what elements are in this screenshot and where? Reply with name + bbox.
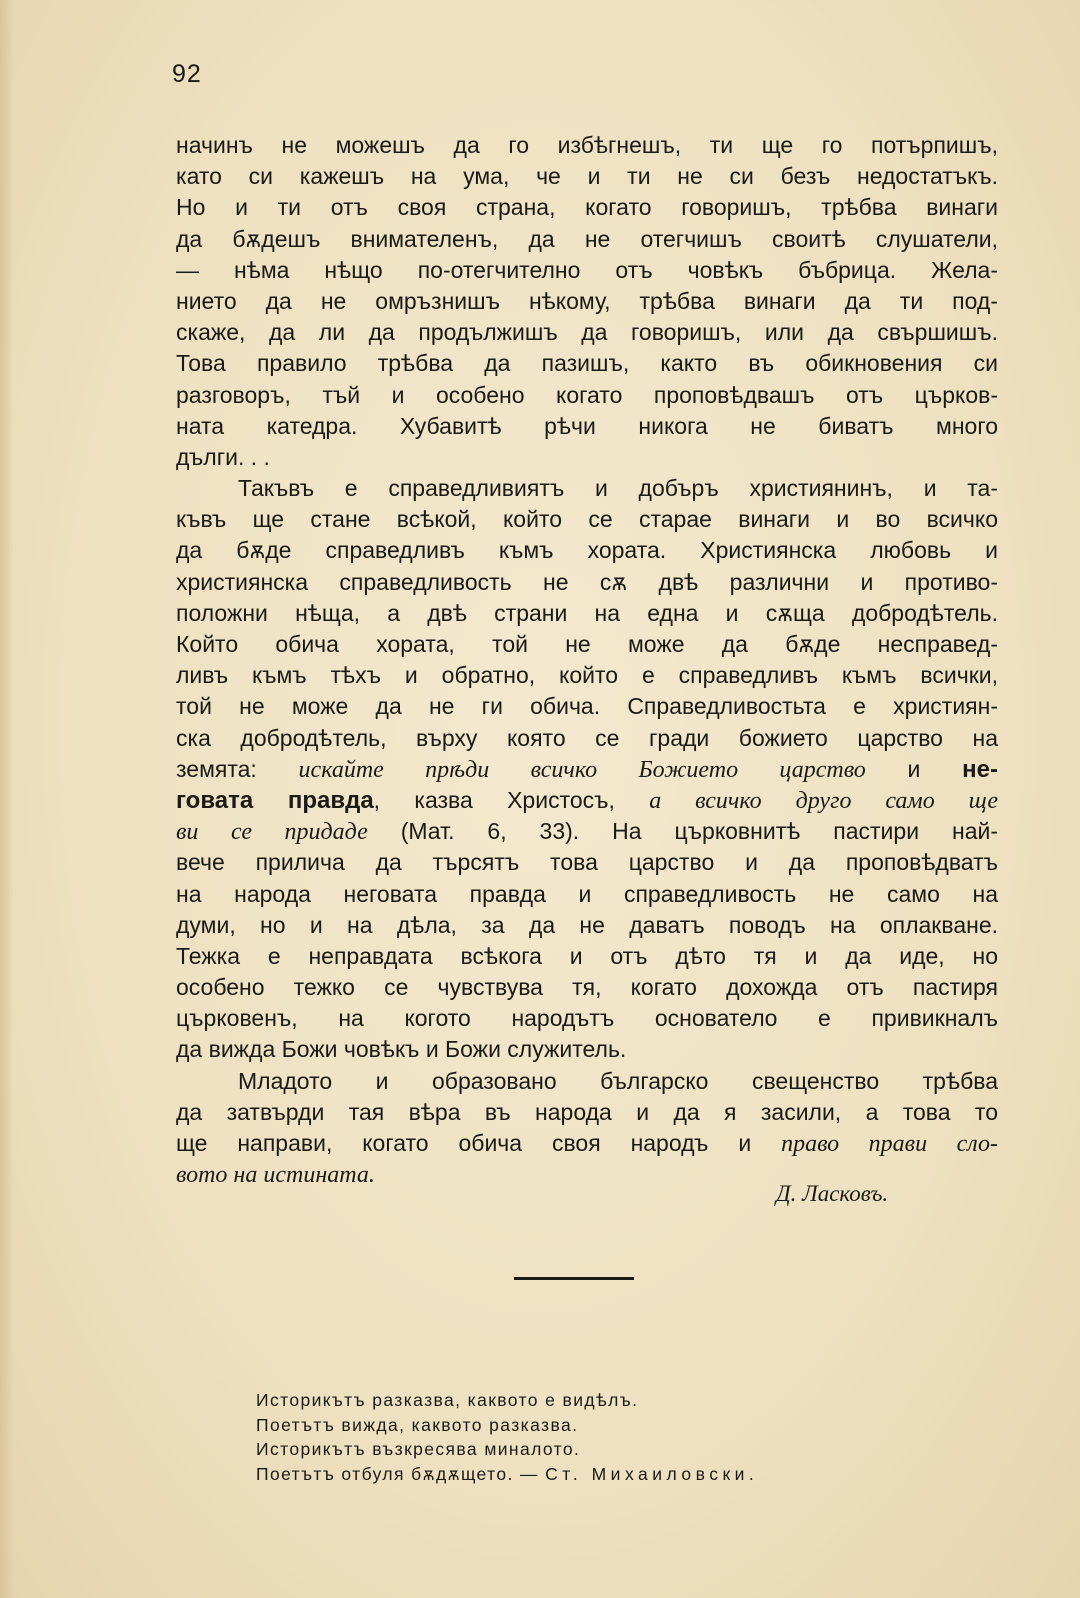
text-segment: разговоръ, тъй и особено когато проповѣдвашъ отъ църков- xyxy=(176,381,998,408)
italic-text: искайте прѣди всичко Божието царство xyxy=(298,756,866,783)
italic-text: вото на истината. xyxy=(176,1162,375,1189)
text-line xyxy=(176,130,998,161)
text-segment: , казва Христосъ, xyxy=(373,786,650,813)
text-segment: и xyxy=(865,755,963,782)
text-segment: Такъвъ е справедливиятъ и добъръ християнинъ, и та- xyxy=(238,475,998,502)
text-line xyxy=(176,348,998,379)
text-line xyxy=(176,879,998,910)
quote-line: Историкътъ разказва, каквото е видѣлъ. xyxy=(256,1390,639,1410)
text-line xyxy=(176,224,998,255)
page-edge xyxy=(0,0,14,1598)
page-number: 92 xyxy=(172,60,202,88)
text-line xyxy=(176,598,998,629)
text-line xyxy=(176,1097,998,1128)
text-line xyxy=(176,847,998,878)
text-line xyxy=(176,754,998,785)
text-segment: земята: xyxy=(176,755,299,782)
text-line xyxy=(176,504,998,535)
text-line xyxy=(176,691,998,722)
text-segment: къвъ ще стане всѣкой, който се старае винаги и во всичко xyxy=(176,506,998,533)
text-segment: вече прилича да търсятъ това царство и да проповѣдватъ xyxy=(176,849,998,876)
text-line xyxy=(176,785,998,816)
text-segment: ска добродѣтель, върху която се гради божието царство на xyxy=(176,724,998,751)
text-line xyxy=(176,442,998,473)
text-segment: дълги. . . xyxy=(176,443,270,470)
text-segment: Който обича хората, той не може да бѫде несправед- xyxy=(176,631,998,657)
text-line xyxy=(176,286,998,317)
text-line xyxy=(176,567,998,598)
text-line xyxy=(176,910,998,941)
quote-line: Поетътъ вижда, каквото разказва. xyxy=(256,1414,579,1435)
quote-line: Историкътъ възкресява миналото. xyxy=(256,1439,581,1459)
text-line xyxy=(176,255,998,286)
text-line xyxy=(176,1003,998,1034)
text-line xyxy=(176,411,998,442)
text-segment: думи, но и на дѣла, за да не даватъ поводъ на оплакване. xyxy=(176,911,998,938)
text-line xyxy=(176,1128,998,1159)
bold-text: не- xyxy=(962,755,998,783)
italic-text: а всичко друго само ще xyxy=(649,787,999,814)
text-segment: — нѣма нѣщо по-отегчително отъ човѣкъ бъбрица. Жела- xyxy=(176,256,998,283)
text-segment: положни нѣща, а двѣ страни на една и сѫща добродѣтель. xyxy=(176,599,998,626)
italic-text: право прави сло- xyxy=(781,1131,999,1157)
text-line xyxy=(176,1066,998,1097)
section-divider xyxy=(514,1277,634,1280)
text-segment: Младото и образовано българско свещенство трѣбва xyxy=(238,1067,998,1094)
text-line xyxy=(176,723,998,754)
text-segment: особено тежко се чувствува тя, когато дохожда отъ пастиря xyxy=(176,974,998,1001)
text-segment: да затвърди тая вѣра въ народа и да я засили, а това то xyxy=(176,1098,998,1125)
article-text xyxy=(176,130,998,1190)
text-segment: той не може да не ги обича. Справедливостьта е християн- xyxy=(176,693,998,720)
text-line xyxy=(176,192,998,223)
bold-text: говата правда xyxy=(176,786,374,814)
quote-line xyxy=(256,1462,896,1487)
italic-text: ви се придаде xyxy=(176,819,368,846)
text-segment: скаже, да ли да продължишъ да говоришъ, или да свършишъ. xyxy=(176,319,998,346)
text-line xyxy=(176,535,998,566)
text-line xyxy=(176,1034,998,1065)
text-segment: Това правило трѣбва да пазишъ, както въ обикновения си xyxy=(176,350,998,377)
text-segment: да бѫдешъ внимателенъ, да не отегчишъ своитѣ слушатели, xyxy=(176,225,998,252)
text-line xyxy=(176,972,998,1003)
text-segment: ще направи, когато обича своя народъ и xyxy=(176,1130,782,1156)
text-segment: начинъ не можешъ да го избѣгнешъ, ти ще го потърпишъ, xyxy=(176,132,998,158)
text-line xyxy=(176,660,998,691)
text-segment: църковенъ, на когото народътъ основателo е привикналъ xyxy=(176,1005,998,1032)
text-segment: християнска справедливость не сѫ двѣ различни и противо- xyxy=(176,568,998,595)
quote-text: Поетътъ отбуля бѫдѫщето. — xyxy=(256,1463,539,1484)
text-line xyxy=(176,816,998,847)
text-segment: да бѫде справедливъ къмъ хората. Християнска любовь и xyxy=(176,537,998,564)
text-segment: да вижда Божи човѣкъ и Божи служитель. xyxy=(176,1036,627,1063)
text-line xyxy=(176,317,998,348)
text-segment: Тежка е неправдата всѣкога и отъ дѣто тя и да иде, но xyxy=(176,942,998,969)
text-segment: нието да не омръзнишъ нѣкому, трѣбва винаги да ти под- xyxy=(176,287,998,314)
text-segment: ната катедра. Хубавитѣ рѣчи никога не биватъ много xyxy=(176,412,998,439)
text-line xyxy=(176,941,998,972)
text-segment: Но и ти отъ своя страна, когато говоришъ, трѣбва винаги xyxy=(176,194,998,221)
text-line xyxy=(176,629,998,660)
text-segment: като си кажешъ на ума, че и ти не си безъ недостатъкъ. xyxy=(176,163,998,190)
text-line xyxy=(176,161,998,192)
text-segment: (Мат. 6, 33). На църковнитѣ пастири най- xyxy=(367,818,998,845)
text-line xyxy=(176,380,998,411)
author-signature: Д. Ласковъ. xyxy=(776,1181,889,1206)
text-line xyxy=(176,473,998,504)
text-segment: ливъ къмъ тѣхъ и обратно, който е справедливъ къмъ всички, xyxy=(176,662,998,689)
quote-author: Ст. Михаиловски. xyxy=(545,1463,759,1484)
epigraph-quote xyxy=(256,1388,896,1486)
text-segment: на народа неговата правда и справедливость не само на xyxy=(176,880,998,907)
